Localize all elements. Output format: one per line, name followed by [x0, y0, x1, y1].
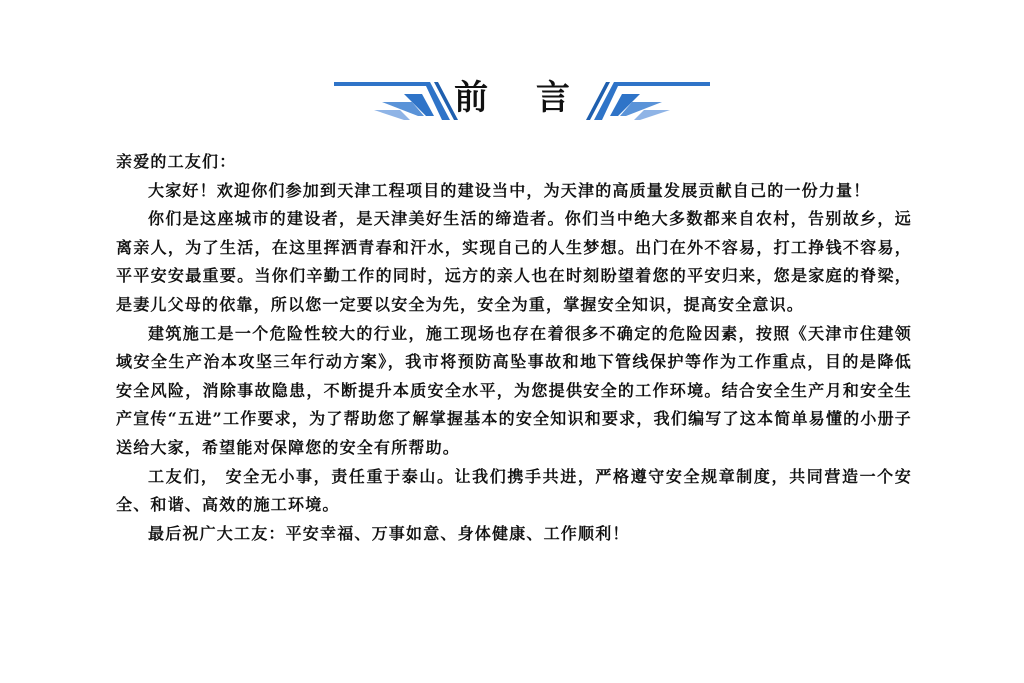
- paragraph-closing-wishes: 最后祝广大工友：平安幸福、万事如意、身体健康、工作顺利！: [148, 523, 630, 543]
- right-wing-ornament-icon: [578, 72, 710, 128]
- letter-body: [116, 148, 912, 548]
- paragraph-welcome: 大家好！欢迎你们参加到天津工程项目的建设当中，为天津的高质量发展贡献自己的一份力量！: [148, 180, 871, 200]
- salutation: 亲爱的工友们：: [116, 152, 237, 171]
- page-header: [0, 72, 1024, 128]
- paragraph-call-to-action: 工友们， 安全无小事，责任重于泰山。让我们携手共进，严格遵守安全规章制度，共同营造一个安全、和谐、高效的施工环境。: [116, 466, 912, 515]
- paragraph-builders: 你们是这座城市的建设者，是天津美好生活的缔造者。你们当中绝大多数都来自农村，告别故乡，远离亲人，为了生活，在这里挥洒青春和汗水，实现自己的人生梦想。出门在外不容易，打工挣钱不容易，平平安安最重要。当你们辛勤工作的同时，远方的亲人也在时刻盼望着您的平安归来，您是家庭的脊梁，是妻儿父母的依靠，所以您一定要以安全为先，安全为重，掌握安全知识，提高安全意识。: [116, 209, 912, 314]
- paragraph-construction-safety: 建筑施工是一个危险性较大的行业，施工现场也存在着很多不确定的危险因素，按照《天津市住建领域安全生产治本攻坚三年行动方案》，我市将预防高坠事故和地下管线保护等作为工作重点，目的是降低安全风险，消除事故隐患，不断提升本质安全水平，为您提供安全的工作环境。结合安全生产月和安全生产宣传“五进”工作要求，为了帮助您了解掌握基本的安全知识和要求，我们编写了这本简单易懂的小册子送给大家，希望能对保障您的安全有所帮助。: [116, 323, 912, 457]
- page-title: 前 言: [454, 78, 588, 118]
